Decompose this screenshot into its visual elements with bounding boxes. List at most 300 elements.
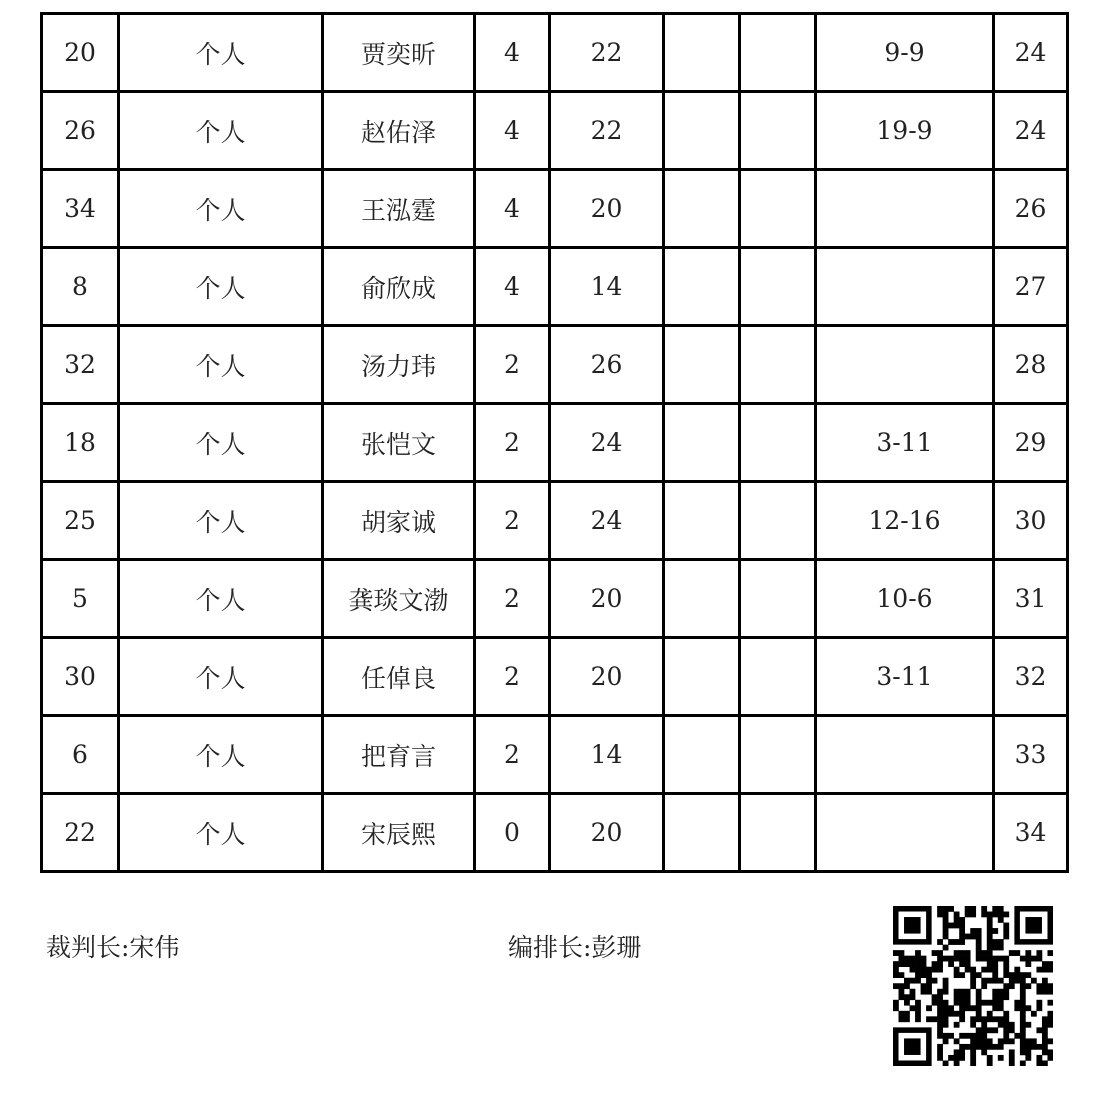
qr-module bbox=[1003, 928, 1009, 934]
qr-module bbox=[959, 1005, 965, 1011]
qr-module bbox=[987, 1038, 993, 1044]
cell-score: 2 bbox=[475, 482, 550, 560]
qr-module bbox=[959, 1000, 965, 1006]
qr-module bbox=[1025, 917, 1042, 934]
cell-seat-no: 30 bbox=[42, 638, 119, 716]
qr-module bbox=[987, 961, 993, 967]
qr-module bbox=[987, 978, 993, 984]
qr-module bbox=[981, 983, 987, 989]
qr-module bbox=[926, 967, 932, 973]
cell-player-name: 把育言 bbox=[323, 716, 475, 794]
qr-module bbox=[915, 1016, 921, 1022]
cell-col-6 bbox=[664, 248, 740, 326]
qr-module bbox=[1020, 1060, 1026, 1066]
qr-module bbox=[1003, 967, 1009, 973]
qr-module bbox=[1020, 1038, 1026, 1044]
qr-module bbox=[1020, 1000, 1026, 1006]
qr-module bbox=[915, 950, 921, 956]
qr-module bbox=[899, 1011, 905, 1017]
cell-score: 2 bbox=[475, 404, 550, 482]
qr-module bbox=[1020, 1011, 1026, 1017]
cell-seat-no: 32 bbox=[42, 326, 119, 404]
table-row bbox=[42, 638, 1068, 716]
qr-module bbox=[992, 1000, 998, 1006]
qr-module bbox=[1031, 1044, 1037, 1050]
qr-module bbox=[899, 1016, 905, 1022]
qr-module bbox=[1003, 1016, 1009, 1022]
qr-code bbox=[893, 906, 1053, 1066]
qr-module bbox=[1025, 1022, 1031, 1028]
qr-module bbox=[987, 956, 993, 962]
cell-entry-type: 个人 bbox=[119, 248, 323, 326]
qr-module bbox=[937, 961, 943, 967]
qr-module bbox=[998, 989, 1004, 995]
qr-module bbox=[998, 956, 1004, 962]
qr-module bbox=[937, 1005, 943, 1011]
table-row bbox=[42, 326, 1068, 404]
qr-module bbox=[937, 1011, 943, 1017]
qr-module bbox=[1003, 1033, 1009, 1039]
qr-module bbox=[943, 928, 949, 934]
qr-module bbox=[954, 1038, 960, 1044]
qr-module bbox=[992, 1005, 998, 1011]
qr-module bbox=[910, 967, 916, 973]
qr-module bbox=[1047, 1011, 1053, 1017]
qr-module bbox=[959, 928, 965, 934]
qr-module bbox=[959, 1055, 965, 1061]
qr-module bbox=[998, 994, 1004, 1000]
cell-result-detail: 3-11 bbox=[816, 638, 994, 716]
qr-module bbox=[1036, 989, 1042, 995]
qr-module bbox=[970, 1033, 976, 1039]
table-row bbox=[42, 92, 1068, 170]
qr-module bbox=[970, 1038, 976, 1044]
qr-module bbox=[959, 994, 965, 1000]
qr-module bbox=[943, 945, 949, 951]
qr-module bbox=[915, 1011, 921, 1017]
qr-module bbox=[992, 989, 998, 995]
qr-module bbox=[1009, 1049, 1015, 1055]
qr-module bbox=[932, 994, 938, 1000]
cell-score: 4 bbox=[475, 170, 550, 248]
cell-entry-type: 个人 bbox=[119, 482, 323, 560]
qr-module bbox=[910, 978, 916, 984]
qr-module bbox=[937, 967, 943, 973]
qr-module bbox=[1009, 1055, 1015, 1061]
qr-module bbox=[1025, 961, 1031, 967]
qr-module bbox=[943, 912, 949, 918]
qr-module bbox=[1036, 983, 1042, 989]
cell-result-detail bbox=[816, 326, 994, 404]
qr-module bbox=[976, 956, 982, 962]
qr-module bbox=[915, 1005, 921, 1011]
qr-module bbox=[954, 1022, 960, 1028]
qr-module bbox=[1020, 978, 1026, 984]
qr-module bbox=[970, 928, 976, 934]
qr-module bbox=[992, 1027, 998, 1033]
qr-module bbox=[1003, 961, 1009, 967]
qr-module bbox=[981, 1038, 987, 1044]
qr-module bbox=[1025, 956, 1031, 962]
qr-module bbox=[1009, 972, 1015, 978]
cell-col-6 bbox=[664, 794, 740, 872]
cell-entry-type: 个人 bbox=[119, 92, 323, 170]
qr-module bbox=[998, 1005, 1004, 1011]
qr-module bbox=[981, 1000, 987, 1006]
qr-module bbox=[943, 956, 949, 962]
qr-module bbox=[959, 1011, 965, 1017]
table-row bbox=[42, 404, 1068, 482]
qr-module bbox=[1047, 989, 1053, 995]
qr-module bbox=[992, 906, 998, 912]
qr-module bbox=[981, 1033, 987, 1039]
qr-module bbox=[1014, 950, 1020, 956]
qr-module bbox=[899, 950, 905, 956]
qr-module bbox=[965, 950, 971, 956]
qr-module bbox=[976, 994, 982, 1000]
qr-module bbox=[932, 978, 938, 984]
qr-module bbox=[904, 983, 910, 989]
qr-module bbox=[1009, 950, 1015, 956]
qr-module bbox=[1009, 1060, 1015, 1066]
cell-result-detail: 9-9 bbox=[816, 14, 994, 92]
qr-module bbox=[1042, 961, 1048, 967]
qr-module bbox=[1025, 1055, 1031, 1061]
qr-module bbox=[948, 906, 954, 912]
qr-module bbox=[915, 972, 921, 978]
qr-module bbox=[987, 1011, 993, 1017]
qr-module bbox=[1020, 956, 1026, 962]
qr-module bbox=[959, 939, 965, 945]
qr-module bbox=[943, 1033, 949, 1039]
chief-referee-label: 裁判长:宋伟 bbox=[46, 933, 180, 962]
qr-module bbox=[1036, 1000, 1042, 1006]
cell-col-7 bbox=[740, 560, 816, 638]
qr-module bbox=[937, 989, 943, 995]
table-row bbox=[42, 560, 1068, 638]
qr-module bbox=[970, 978, 976, 984]
cell-result-detail bbox=[816, 794, 994, 872]
table-row bbox=[42, 794, 1068, 872]
cell-rank: 34 bbox=[994, 794, 1068, 872]
qr-module bbox=[976, 989, 982, 995]
qr-module bbox=[943, 1011, 949, 1017]
qr-module bbox=[992, 912, 998, 918]
qr-module bbox=[976, 1027, 982, 1033]
qr-module bbox=[976, 939, 982, 945]
table-row bbox=[42, 14, 1068, 92]
qr-module bbox=[1003, 1011, 1009, 1017]
qr-module bbox=[981, 1016, 987, 1022]
qr-module bbox=[943, 1016, 949, 1022]
qr-module bbox=[987, 939, 993, 945]
qr-module bbox=[937, 1000, 943, 1006]
qr-module bbox=[943, 1005, 949, 1011]
qr-module bbox=[954, 956, 960, 962]
qr-module bbox=[992, 1044, 998, 1050]
qr-module bbox=[904, 1038, 921, 1055]
qr-module bbox=[970, 1055, 976, 1061]
cell-score: 2 bbox=[475, 716, 550, 794]
qr-module bbox=[959, 1049, 965, 1055]
qr-module bbox=[1014, 978, 1020, 984]
qr-module bbox=[959, 917, 965, 923]
qr-module bbox=[893, 983, 899, 989]
cell-col-5: 22 bbox=[550, 92, 664, 170]
qr-module bbox=[1047, 967, 1053, 973]
cell-col-6 bbox=[664, 92, 740, 170]
qr-module bbox=[1003, 1022, 1009, 1028]
cell-col-7 bbox=[740, 92, 816, 170]
cell-col-7 bbox=[740, 14, 816, 92]
qr-module bbox=[981, 912, 987, 918]
cell-seat-no: 5 bbox=[42, 560, 119, 638]
qr-module bbox=[1025, 1049, 1031, 1055]
qr-module bbox=[959, 972, 965, 978]
cell-col-5: 24 bbox=[550, 482, 664, 560]
qr-module bbox=[987, 1044, 993, 1050]
cell-entry-type: 个人 bbox=[119, 560, 323, 638]
qr-module bbox=[987, 1016, 993, 1022]
qr-module bbox=[976, 1005, 982, 1011]
qr-module bbox=[921, 961, 927, 967]
scheduler-label: 编排长:彭珊 bbox=[508, 933, 642, 962]
qr-module bbox=[998, 917, 1004, 923]
qr-module bbox=[987, 923, 993, 929]
qr-module bbox=[954, 1049, 960, 1055]
cell-col-5: 26 bbox=[550, 326, 664, 404]
qr-module bbox=[1009, 983, 1015, 989]
qr-module bbox=[976, 950, 982, 956]
table-row bbox=[42, 716, 1068, 794]
qr-module bbox=[1003, 912, 1009, 918]
qr-module bbox=[926, 1005, 932, 1011]
qr-module bbox=[987, 934, 993, 940]
qr-module bbox=[948, 1055, 954, 1061]
qr-module bbox=[899, 956, 905, 962]
cell-rank: 28 bbox=[994, 326, 1068, 404]
qr-module bbox=[1003, 1038, 1009, 1044]
qr-module bbox=[1031, 1011, 1037, 1017]
qr-module bbox=[987, 945, 993, 951]
qr-module bbox=[981, 967, 987, 973]
qr-module bbox=[904, 956, 910, 962]
qr-module bbox=[976, 1000, 982, 1006]
qr-module bbox=[910, 1005, 916, 1011]
qr-module bbox=[943, 1000, 949, 1006]
qr-module bbox=[937, 939, 943, 945]
qr-module bbox=[959, 956, 965, 962]
qr-module bbox=[998, 1016, 1004, 1022]
qr-module bbox=[992, 967, 998, 973]
qr-module bbox=[1042, 1022, 1048, 1028]
qr-module bbox=[1036, 1005, 1042, 1011]
qr-module bbox=[926, 983, 932, 989]
cell-col-5: 14 bbox=[550, 248, 664, 326]
qr-module bbox=[1020, 1005, 1026, 1011]
qr-module bbox=[932, 967, 938, 973]
cell-col-7 bbox=[740, 248, 816, 326]
cell-score: 2 bbox=[475, 560, 550, 638]
qr-module bbox=[915, 978, 921, 984]
cell-col-5: 14 bbox=[550, 716, 664, 794]
qr-module bbox=[921, 956, 927, 962]
qr-module bbox=[932, 950, 938, 956]
cell-rank: 24 bbox=[994, 92, 1068, 170]
cell-col-6 bbox=[664, 560, 740, 638]
cell-rank: 31 bbox=[994, 560, 1068, 638]
qr-module bbox=[1020, 1049, 1026, 1055]
qr-module bbox=[976, 928, 982, 934]
cell-col-6 bbox=[664, 170, 740, 248]
qr-module bbox=[910, 994, 916, 1000]
cell-entry-type: 个人 bbox=[119, 638, 323, 716]
cell-col-5: 20 bbox=[550, 170, 664, 248]
qr-module bbox=[1003, 983, 1009, 989]
qr-module bbox=[893, 1005, 899, 1011]
cell-result-detail: 12-16 bbox=[816, 482, 994, 560]
qr-module bbox=[1047, 961, 1053, 967]
qr-module bbox=[954, 939, 960, 945]
cell-result-detail bbox=[816, 248, 994, 326]
qr-module bbox=[1003, 1027, 1009, 1033]
cell-player-name: 宋辰熙 bbox=[323, 794, 475, 872]
qr-module bbox=[954, 1055, 960, 1061]
qr-module bbox=[981, 1027, 987, 1033]
qr-module bbox=[987, 912, 993, 918]
qr-module bbox=[943, 923, 949, 929]
cell-col-7 bbox=[740, 404, 816, 482]
qr-module bbox=[959, 1033, 965, 1039]
cell-col-7 bbox=[740, 794, 816, 872]
qr-module bbox=[1042, 978, 1048, 984]
qr-module bbox=[915, 961, 921, 967]
qr-module bbox=[1036, 956, 1042, 962]
qr-module bbox=[976, 1033, 982, 1039]
cell-result-detail: 10-6 bbox=[816, 560, 994, 638]
qr-module bbox=[965, 912, 971, 918]
cell-player-name: 赵佑泽 bbox=[323, 92, 475, 170]
qr-module bbox=[992, 939, 998, 945]
qr-module bbox=[937, 1022, 943, 1028]
cell-col-6 bbox=[664, 716, 740, 794]
qr-module bbox=[937, 956, 943, 962]
qr-module bbox=[899, 989, 905, 995]
qr-module bbox=[1042, 1033, 1048, 1039]
qr-module bbox=[992, 994, 998, 1000]
qr-module bbox=[904, 978, 910, 984]
qr-module bbox=[937, 950, 943, 956]
qr-module bbox=[959, 961, 965, 967]
qr-module bbox=[1031, 978, 1037, 984]
qr-module bbox=[937, 1016, 943, 1022]
qr-module bbox=[970, 912, 976, 918]
cell-result-detail bbox=[816, 170, 994, 248]
cell-player-name: 胡家诚 bbox=[323, 482, 475, 560]
qr-module bbox=[943, 906, 949, 912]
cell-score: 2 bbox=[475, 638, 550, 716]
qr-module bbox=[1014, 967, 1020, 973]
qr-module bbox=[932, 961, 938, 967]
qr-module bbox=[998, 978, 1004, 984]
qr-module bbox=[948, 939, 954, 945]
qr-module bbox=[965, 961, 971, 967]
qr-module bbox=[959, 989, 965, 995]
qr-module bbox=[954, 923, 960, 929]
qr-module bbox=[937, 1049, 943, 1055]
qr-module bbox=[976, 945, 982, 951]
cell-rank: 27 bbox=[994, 248, 1068, 326]
qr-module bbox=[1003, 923, 1009, 929]
qr-module bbox=[910, 961, 916, 967]
qr-module bbox=[987, 1060, 993, 1066]
qr-module bbox=[904, 917, 921, 934]
cell-player-name: 王泓霆 bbox=[323, 170, 475, 248]
qr-module bbox=[943, 978, 949, 984]
qr-module bbox=[1020, 1044, 1026, 1050]
qr-module bbox=[1036, 1060, 1042, 1066]
cell-seat-no: 26 bbox=[42, 92, 119, 170]
cell-result-detail: 3-11 bbox=[816, 404, 994, 482]
table-row bbox=[42, 482, 1068, 560]
qr-module bbox=[998, 939, 1004, 945]
qr-module bbox=[926, 972, 932, 978]
qr-module bbox=[1020, 983, 1026, 989]
qr-module bbox=[1014, 1000, 1020, 1006]
cell-seat-no: 20 bbox=[42, 14, 119, 92]
qr-module bbox=[926, 989, 932, 995]
qr-module bbox=[965, 1005, 971, 1011]
cell-seat-no: 22 bbox=[42, 794, 119, 872]
qr-module bbox=[970, 906, 976, 912]
cell-player-name: 俞欣成 bbox=[323, 248, 475, 326]
qr-module bbox=[1009, 1038, 1015, 1044]
qr-module bbox=[981, 1044, 987, 1050]
cell-col-7 bbox=[740, 638, 816, 716]
qr-module bbox=[1036, 950, 1042, 956]
qr-module bbox=[948, 961, 954, 967]
qr-module bbox=[981, 1049, 987, 1055]
qr-module bbox=[915, 967, 921, 973]
cell-entry-type: 个人 bbox=[119, 170, 323, 248]
qr-module bbox=[943, 1022, 949, 1028]
qr-module bbox=[1025, 1044, 1031, 1050]
qr-module bbox=[965, 994, 971, 1000]
qr-module bbox=[937, 1027, 943, 1033]
qr-module bbox=[959, 934, 965, 940]
cell-rank: 26 bbox=[994, 170, 1068, 248]
cell-player-name: 汤力玮 bbox=[323, 326, 475, 404]
cell-col-7 bbox=[740, 482, 816, 560]
qr-module bbox=[1036, 1055, 1042, 1061]
qr-module bbox=[992, 961, 998, 967]
cell-result-detail bbox=[816, 716, 994, 794]
qr-module bbox=[893, 972, 899, 978]
qr-module bbox=[970, 1044, 976, 1050]
qr-module bbox=[965, 1044, 971, 1050]
qr-module bbox=[899, 961, 905, 967]
qr-module bbox=[965, 906, 971, 912]
qr-module bbox=[1025, 1038, 1031, 1044]
qr-module bbox=[1047, 1000, 1053, 1006]
qr-module bbox=[987, 1000, 993, 1006]
qr-module bbox=[899, 983, 905, 989]
cell-col-5: 22 bbox=[550, 14, 664, 92]
qr-module bbox=[1020, 1022, 1026, 1028]
qr-module bbox=[1036, 967, 1042, 973]
results-table-body bbox=[42, 14, 1068, 872]
qr-module bbox=[899, 972, 905, 978]
